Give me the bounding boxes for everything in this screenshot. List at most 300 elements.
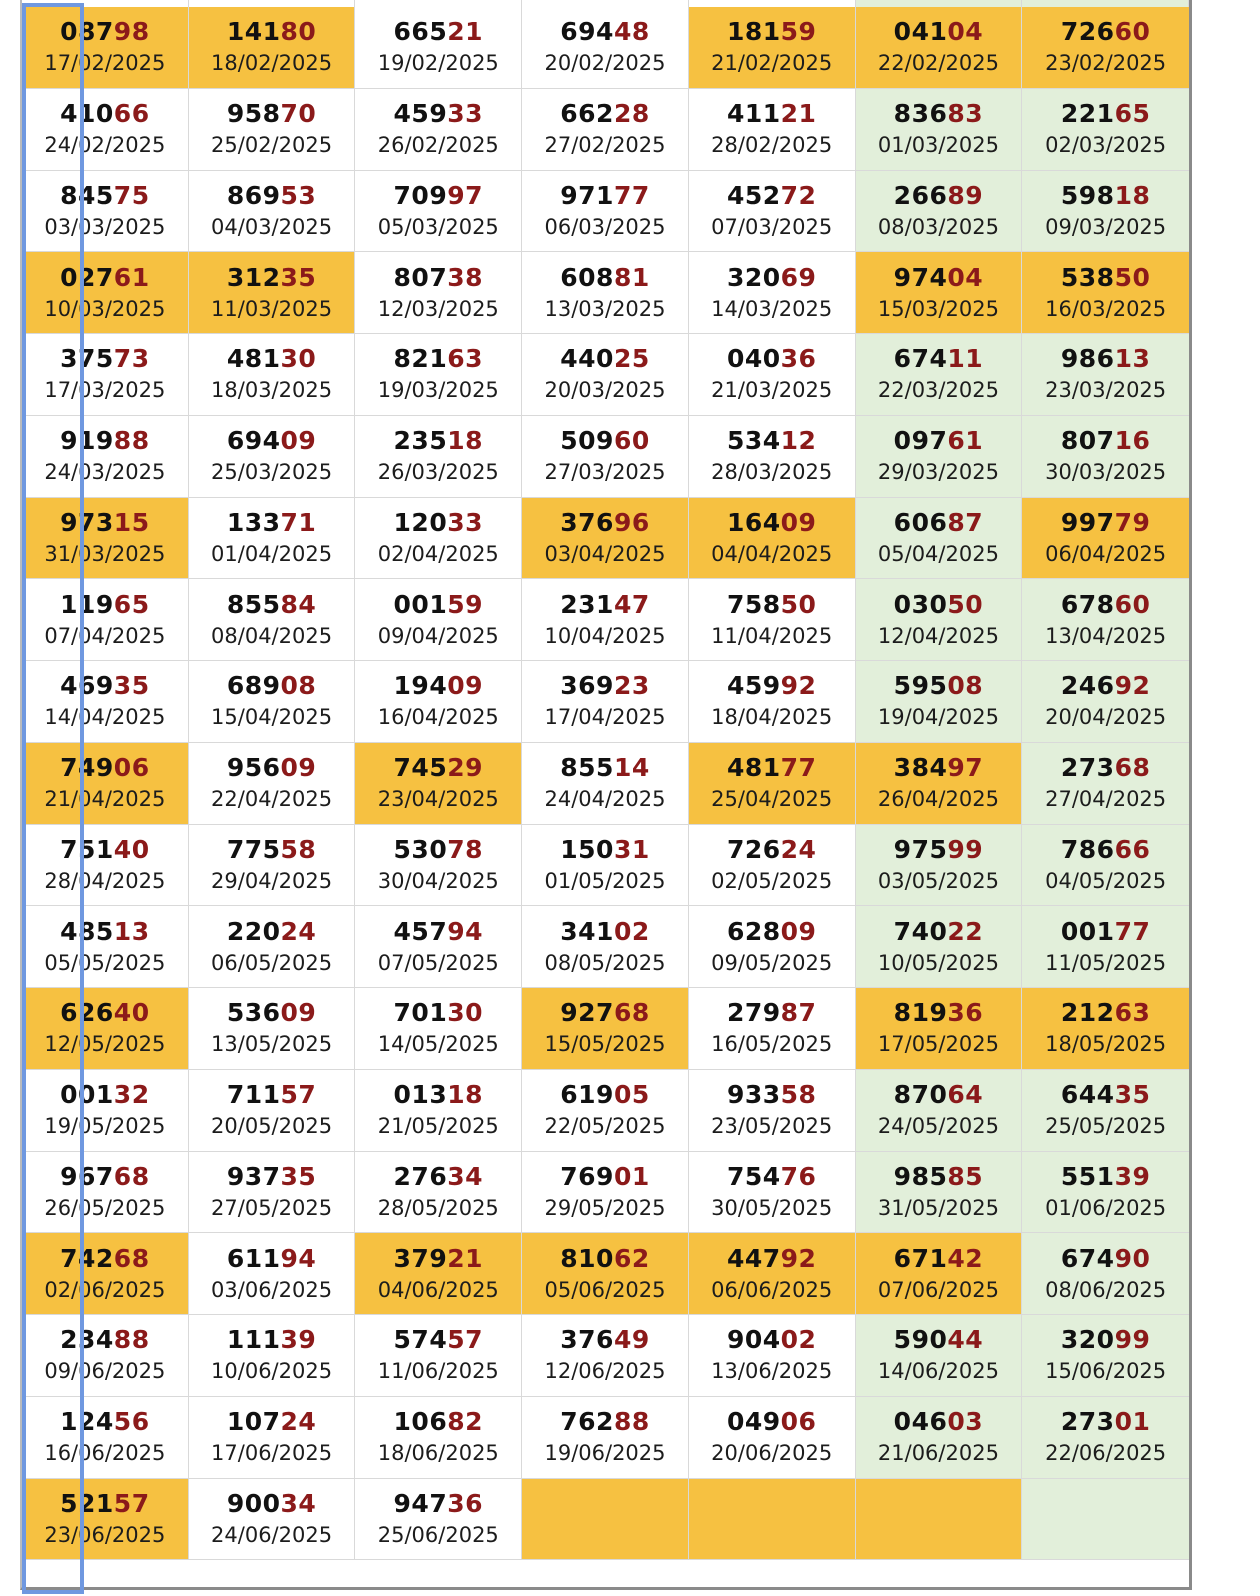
result-number-tail: 40 xyxy=(113,998,150,1028)
table-cell[interactable] xyxy=(189,661,356,743)
table-cell[interactable] xyxy=(355,334,522,416)
table-cell[interactable] xyxy=(522,743,689,825)
table-cell[interactable] xyxy=(22,825,189,907)
table-cell[interactable] xyxy=(522,7,689,89)
result-number-tail: 60 xyxy=(1114,589,1151,619)
result-number-tail: 64 xyxy=(947,1080,984,1110)
result-number xyxy=(727,671,816,701)
table-cell[interactable] xyxy=(22,89,189,171)
table-cell[interactable] xyxy=(689,498,856,580)
result-date: 22/03/2025 xyxy=(877,378,999,403)
table-cell[interactable] xyxy=(689,1233,856,1315)
result-number-tail: 44 xyxy=(947,1325,984,1355)
result-number-tail: 15 xyxy=(113,507,150,537)
table-cell[interactable] xyxy=(522,579,689,661)
result-date: 09/04/2025 xyxy=(377,623,499,648)
result-number-tail: 30 xyxy=(447,998,484,1028)
table-cell[interactable] xyxy=(1022,743,1189,825)
table-cell[interactable] xyxy=(355,743,522,825)
table-cell[interactable] xyxy=(522,988,689,1070)
result-number-lead: 671 xyxy=(893,1243,948,1273)
table-cell[interactable] xyxy=(1022,1152,1189,1234)
result-date: 08/05/2025 xyxy=(544,950,666,975)
table-cell[interactable] xyxy=(355,579,522,661)
table-cell[interactable] xyxy=(522,1152,689,1234)
result-date: 12/05/2025 xyxy=(44,1032,166,1057)
table-cell[interactable] xyxy=(522,1479,689,1561)
result-number xyxy=(1061,917,1150,947)
result-number-lead: 231 xyxy=(560,589,614,619)
table-cell[interactable] xyxy=(189,825,356,907)
table-cell[interactable] xyxy=(22,1315,189,1397)
table-cell[interactable] xyxy=(189,334,356,416)
result-number-tail: 60 xyxy=(613,426,650,456)
result-number-lead: 221 xyxy=(1060,99,1115,129)
result-number xyxy=(227,99,316,129)
result-date: 19/06/2025 xyxy=(544,1441,666,1466)
result-number-tail: 36 xyxy=(947,998,984,1028)
result-number-tail: 06 xyxy=(113,753,150,783)
table-cell[interactable] xyxy=(689,661,856,743)
table-cell[interactable] xyxy=(689,1397,856,1479)
table-cell[interactable] xyxy=(22,1397,189,1479)
table-cell[interactable] xyxy=(189,171,356,253)
table-cell[interactable] xyxy=(856,7,1023,89)
result-number xyxy=(727,99,816,129)
table-cell[interactable] xyxy=(856,1397,1023,1479)
result-number-lead: 608 xyxy=(560,262,614,292)
result-number xyxy=(227,263,316,293)
table-cell[interactable] xyxy=(22,7,189,89)
result-number-tail: 08 xyxy=(947,671,984,701)
table-cell[interactable] xyxy=(689,89,856,171)
result-number-lead: 111 xyxy=(226,1325,281,1355)
result-number xyxy=(1061,1162,1150,1192)
result-number-lead: 933 xyxy=(726,1080,781,1110)
result-number xyxy=(560,263,649,293)
table-cell[interactable] xyxy=(522,171,689,253)
result-date: 23/06/2025 xyxy=(44,1522,166,1547)
result-number-lead: 040 xyxy=(726,344,781,374)
result-number-tail: 71 xyxy=(280,507,317,537)
result-number-lead: 967 xyxy=(60,1161,114,1191)
table-cell[interactable] xyxy=(355,825,522,907)
result-date: 13/06/2025 xyxy=(711,1359,833,1384)
result-number xyxy=(894,917,983,947)
result-date: 21/06/2025 xyxy=(877,1441,999,1466)
result-date: 27/03/2025 xyxy=(544,460,666,485)
result-date: 15/03/2025 xyxy=(877,296,999,321)
table-cell[interactable] xyxy=(1022,1315,1189,1397)
result-number-tail: 31 xyxy=(613,834,650,864)
table-cell[interactable] xyxy=(1022,416,1189,498)
result-number-tail: 09 xyxy=(447,671,484,701)
table-cell[interactable] xyxy=(1022,661,1189,743)
result-number xyxy=(394,998,483,1028)
table-cell[interactable] xyxy=(689,825,856,907)
table-cell[interactable] xyxy=(189,1315,356,1397)
result-date: 21/03/2025 xyxy=(711,378,833,403)
result-number xyxy=(560,671,649,701)
result-number-tail: 12 xyxy=(780,426,817,456)
table-cell[interactable] xyxy=(1022,825,1189,907)
result-number-tail: 76 xyxy=(780,1161,817,1191)
result-number-lead: 662 xyxy=(560,99,614,129)
table-cell[interactable] xyxy=(1022,334,1189,416)
table-cell[interactable] xyxy=(355,988,522,1070)
result-date: 06/03/2025 xyxy=(544,214,666,239)
result-number xyxy=(894,1080,983,1110)
table-cell[interactable] xyxy=(856,89,1023,171)
result-number-lead: 459 xyxy=(393,99,448,129)
result-number-lead: 041 xyxy=(893,17,948,47)
result-number xyxy=(227,590,316,620)
table-cell[interactable] xyxy=(1022,1233,1189,1315)
table-cell[interactable] xyxy=(522,334,689,416)
table-cell[interactable] xyxy=(522,89,689,171)
table-cell[interactable] xyxy=(856,1070,1023,1152)
result-number-lead: 975 xyxy=(893,834,948,864)
result-date: 07/03/2025 xyxy=(711,214,833,239)
table-cell[interactable] xyxy=(522,1315,689,1397)
table-cell[interactable] xyxy=(355,89,522,171)
result-date: 24/06/2025 xyxy=(211,1522,333,1547)
table-cell[interactable] xyxy=(355,171,522,253)
result-number-lead: 001 xyxy=(393,589,448,619)
table-top-strip xyxy=(22,0,1189,7)
result-number xyxy=(560,590,649,620)
table-cell[interactable] xyxy=(189,743,356,825)
result-number-lead: 974 xyxy=(893,262,948,292)
result-number xyxy=(227,998,316,1028)
table-cell[interactable] xyxy=(22,1233,189,1315)
result-date: 31/03/2025 xyxy=(44,541,166,566)
result-number-tail: 21 xyxy=(447,1243,484,1273)
result-number xyxy=(227,835,316,865)
table-cell[interactable] xyxy=(355,1152,522,1234)
result-date: 18/02/2025 xyxy=(211,51,333,76)
result-number-tail: 84 xyxy=(280,589,317,619)
table-cell[interactable] xyxy=(355,1233,522,1315)
result-number xyxy=(60,99,149,129)
table-cell[interactable] xyxy=(355,416,522,498)
table-cell[interactable] xyxy=(689,7,856,89)
result-number-lead: 786 xyxy=(1060,834,1115,864)
result-date: 28/05/2025 xyxy=(377,1195,499,1220)
result-number-tail: 66 xyxy=(113,99,150,129)
result-number-lead: 509 xyxy=(560,426,614,456)
table-cell[interactable] xyxy=(22,743,189,825)
result-number xyxy=(560,1407,649,1437)
result-number xyxy=(894,263,983,293)
table-cell[interactable] xyxy=(189,416,356,498)
result-number-lead: 855 xyxy=(560,753,614,783)
result-number-lead: 447 xyxy=(726,1243,781,1273)
table-cell[interactable] xyxy=(689,1152,856,1234)
table-cell[interactable] xyxy=(189,1152,356,1234)
table-cell[interactable] xyxy=(189,89,356,171)
table-cell[interactable] xyxy=(856,416,1023,498)
result-number-lead: 119 xyxy=(60,589,114,619)
result-number-tail: 42 xyxy=(947,1243,984,1273)
table-cell[interactable] xyxy=(1022,988,1189,1070)
table-cell[interactable] xyxy=(1022,252,1189,334)
table-cell[interactable] xyxy=(1022,498,1189,580)
result-number-lead: 745 xyxy=(393,753,448,783)
table-cell[interactable] xyxy=(1022,1070,1189,1152)
result-number xyxy=(227,344,316,374)
result-number-lead: 694 xyxy=(226,426,281,456)
result-number xyxy=(1061,1407,1150,1437)
table-cell[interactable] xyxy=(355,1397,522,1479)
result-number xyxy=(894,1407,983,1437)
result-number-tail: 18 xyxy=(447,1080,484,1110)
result-number-tail: 87 xyxy=(780,998,817,1028)
result-number-lead: 870 xyxy=(893,1080,948,1110)
table-cell[interactable] xyxy=(355,1479,522,1561)
result-number xyxy=(60,426,149,456)
result-number-tail: 30 xyxy=(280,344,317,374)
table-cell[interactable] xyxy=(189,579,356,661)
result-number-lead: 754 xyxy=(726,1161,781,1191)
result-number-lead: 701 xyxy=(393,998,448,1028)
table-cell[interactable] xyxy=(189,906,356,988)
result-number-lead: 369 xyxy=(560,671,614,701)
table-cell[interactable] xyxy=(522,825,689,907)
result-number-lead: 665 xyxy=(393,17,448,47)
result-date: 24/02/2025 xyxy=(44,133,166,158)
table-cell[interactable] xyxy=(189,1233,356,1315)
table-cell[interactable] xyxy=(189,1479,356,1561)
table-cell[interactable] xyxy=(856,579,1023,661)
result-number-lead: 726 xyxy=(726,834,781,864)
table-cell[interactable] xyxy=(522,1397,689,1479)
result-number-lead: 997 xyxy=(1060,507,1115,537)
result-number-lead: 626 xyxy=(60,998,114,1028)
result-number-lead: 457 xyxy=(393,916,448,946)
result-number-tail: 18 xyxy=(1114,180,1151,210)
result-date: 09/05/2025 xyxy=(711,950,833,975)
table-cell[interactable] xyxy=(689,743,856,825)
table-cell[interactable] xyxy=(189,252,356,334)
result-number-lead: 538 xyxy=(1060,262,1115,292)
table-cell[interactable] xyxy=(689,1315,856,1397)
table-cell[interactable] xyxy=(689,171,856,253)
table-cell[interactable] xyxy=(1022,579,1189,661)
table-cell[interactable] xyxy=(856,334,1023,416)
result-number-lead: 459 xyxy=(726,671,781,701)
result-number-tail: 02 xyxy=(613,916,650,946)
table-cell[interactable] xyxy=(189,1397,356,1479)
table-cell[interactable] xyxy=(522,252,689,334)
table-cell[interactable] xyxy=(689,579,856,661)
result-number xyxy=(560,753,649,783)
result-number-tail: 99 xyxy=(947,834,984,864)
result-date: 23/05/2025 xyxy=(711,1114,833,1139)
table-cell[interactable] xyxy=(522,416,689,498)
result-number-tail: 57 xyxy=(280,1080,317,1110)
result-date: 29/05/2025 xyxy=(544,1195,666,1220)
table-cell[interactable] xyxy=(355,1070,522,1152)
result-number-tail: 09 xyxy=(780,916,817,946)
result-number-lead: 320 xyxy=(1060,1325,1115,1355)
result-number xyxy=(894,426,983,456)
result-date: 24/05/2025 xyxy=(877,1114,999,1139)
table-cell[interactable] xyxy=(22,416,189,498)
result-date: 19/04/2025 xyxy=(877,705,999,730)
table-cell[interactable] xyxy=(856,498,1023,580)
table-cell[interactable] xyxy=(1022,906,1189,988)
table-cell[interactable] xyxy=(689,906,856,988)
result-date: 25/03/2025 xyxy=(211,460,333,485)
result-number-lead: 266 xyxy=(893,180,948,210)
table-cell[interactable] xyxy=(22,906,189,988)
result-number-tail: 35 xyxy=(280,262,317,292)
table-cell[interactable] xyxy=(689,1479,856,1561)
table-cell[interactable] xyxy=(1022,7,1189,89)
table-cell[interactable] xyxy=(522,661,689,743)
result-number xyxy=(227,1162,316,1192)
result-number xyxy=(394,835,483,865)
table-cell[interactable] xyxy=(689,334,856,416)
table-cell[interactable] xyxy=(689,1070,856,1152)
table-cell[interactable] xyxy=(522,906,689,988)
table-cell[interactable] xyxy=(355,1315,522,1397)
result-date: 05/05/2025 xyxy=(44,950,166,975)
table-cell[interactable] xyxy=(22,498,189,580)
result-number-tail: 34 xyxy=(447,1161,484,1191)
table-cell[interactable] xyxy=(22,171,189,253)
result-number xyxy=(60,1489,149,1519)
table-cell[interactable] xyxy=(22,579,189,661)
result-number-lead: 674 xyxy=(893,344,948,374)
result-date: 17/06/2025 xyxy=(211,1441,333,1466)
result-date: 18/05/2025 xyxy=(1045,1032,1167,1057)
table-cell[interactable] xyxy=(1022,1397,1189,1479)
table-cell[interactable] xyxy=(856,988,1023,1070)
result-number xyxy=(1061,508,1150,538)
result-number xyxy=(894,17,983,47)
result-number-lead: 141 xyxy=(226,17,281,47)
table-cell[interactable] xyxy=(355,7,522,89)
result-number xyxy=(727,17,816,47)
table-cell[interactable] xyxy=(22,1070,189,1152)
table-cell[interactable] xyxy=(856,252,1023,334)
table-cell[interactable] xyxy=(1022,171,1189,253)
table-cell[interactable] xyxy=(355,906,522,988)
table-cell[interactable] xyxy=(355,252,522,334)
table-cell[interactable] xyxy=(856,743,1023,825)
result-number-lead: 775 xyxy=(226,834,281,864)
result-number xyxy=(894,181,983,211)
table-cell[interactable] xyxy=(856,661,1023,743)
result-number-tail: 03 xyxy=(947,1407,984,1437)
result-number-lead: 107 xyxy=(226,1407,281,1437)
table-cell[interactable] xyxy=(189,7,356,89)
result-date: 05/03/2025 xyxy=(377,214,499,239)
result-date: 27/05/2025 xyxy=(211,1195,333,1220)
result-date: 01/05/2025 xyxy=(544,868,666,893)
result-date: 11/05/2025 xyxy=(1045,950,1167,975)
table-cell[interactable] xyxy=(856,1152,1023,1234)
result-date: 22/02/2025 xyxy=(877,51,999,76)
result-number-tail: 87 xyxy=(947,507,984,537)
result-number-tail: 04 xyxy=(947,17,984,47)
table-cell[interactable] xyxy=(856,1233,1023,1315)
result-number xyxy=(1061,1325,1150,1355)
result-number-tail: 01 xyxy=(1114,1407,1151,1437)
result-number xyxy=(60,671,149,701)
result-number-lead: 919 xyxy=(60,426,114,456)
result-number-tail: 39 xyxy=(1114,1161,1151,1191)
result-date: 25/02/2025 xyxy=(211,133,333,158)
result-number xyxy=(894,1244,983,1274)
table-cell[interactable] xyxy=(522,498,689,580)
result-date: 11/03/2025 xyxy=(211,296,333,321)
result-number xyxy=(227,671,316,701)
table-cell[interactable] xyxy=(355,661,522,743)
table-cell[interactable] xyxy=(689,988,856,1070)
result-number-lead: 320 xyxy=(726,262,781,292)
table-cell[interactable] xyxy=(856,171,1023,253)
table-cell[interactable] xyxy=(22,661,189,743)
table-cell[interactable] xyxy=(22,988,189,1070)
table-cell[interactable] xyxy=(1022,1479,1189,1561)
table-cell[interactable] xyxy=(1022,89,1189,171)
table-cell[interactable] xyxy=(856,906,1023,988)
result-date: 03/04/2025 xyxy=(544,541,666,566)
table-cell[interactable] xyxy=(22,1152,189,1234)
result-number-tail: 21 xyxy=(780,99,817,129)
result-number-tail: 36 xyxy=(447,1488,484,1518)
result-number xyxy=(394,99,483,129)
result-date: 12/03/2025 xyxy=(377,296,499,321)
result-number-tail: 79 xyxy=(1114,507,1151,537)
table-cell[interactable] xyxy=(189,498,356,580)
result-date: 04/04/2025 xyxy=(711,541,833,566)
result-number xyxy=(894,753,983,783)
table-cell[interactable] xyxy=(22,252,189,334)
result-number-tail: 80 xyxy=(280,17,317,47)
result-date: 19/03/2025 xyxy=(377,378,499,403)
table-cell[interactable] xyxy=(22,1479,189,1561)
result-number xyxy=(1061,263,1150,293)
result-number-tail: 63 xyxy=(447,344,484,374)
result-number xyxy=(394,426,483,456)
result-number-lead: 855 xyxy=(226,589,281,619)
table-cell[interactable] xyxy=(522,1233,689,1315)
table-cell[interactable] xyxy=(856,825,1023,907)
table-cell[interactable] xyxy=(189,1070,356,1152)
result-number xyxy=(60,263,149,293)
table-cell[interactable] xyxy=(22,334,189,416)
table-cell[interactable] xyxy=(522,1070,689,1152)
table-cell[interactable] xyxy=(856,1315,1023,1397)
table-cell[interactable] xyxy=(689,252,856,334)
table-cell[interactable] xyxy=(189,988,356,1070)
result-date: 23/03/2025 xyxy=(1045,378,1167,403)
result-number xyxy=(394,1325,483,1355)
table-cell[interactable] xyxy=(856,1479,1023,1561)
result-number-tail: 32 xyxy=(113,1080,150,1110)
result-number xyxy=(60,508,149,538)
result-number xyxy=(894,998,983,1028)
result-date: 24/04/2025 xyxy=(544,787,666,812)
table-cell[interactable] xyxy=(355,498,522,580)
result-number xyxy=(1061,998,1150,1028)
table-cell[interactable] xyxy=(689,416,856,498)
result-date: 17/02/2025 xyxy=(44,51,166,76)
